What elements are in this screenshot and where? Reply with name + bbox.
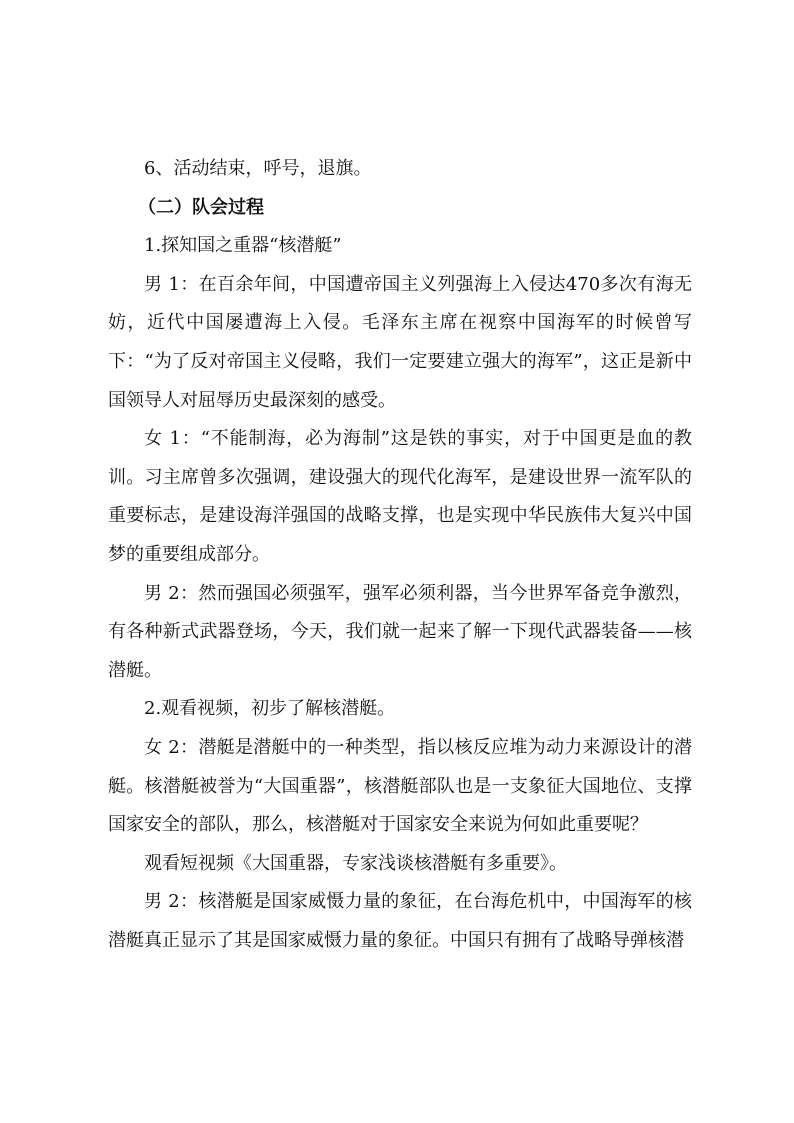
paragraph-male-2: 男 2：然而强国必须强军，强军必须利器，当今世界军备竞争激烈，有各种新式武器登场，今天，我们就一起来了解一下现代武器装备——核潜艇。 bbox=[108, 582, 692, 681]
activity-step-6: 6、活动结束，呼号，退旗。 bbox=[144, 158, 372, 179]
paragraph-male-1: 男 1：在百余年间，中国遭帝国主义列强海上入侵达470多次有海无妨，近代中国屡遭海上入侵。毛泽东主席在视察中国海军的时候曾写下：“为了反对帝国主义侵略，我们一定要建立强大的海军”，这正是新中国领导人对屈辱历史最深刻的感受。 bbox=[108, 273, 692, 411]
numbered-item-2: 2.观看视频，初步了解核潜艇。 bbox=[144, 698, 396, 720]
numbered-item-1: 1.探知国之重器“核潜艇” bbox=[144, 235, 342, 257]
paragraph-video: 观看短视频《大国重器，专家浅谈核潜艇有多重要》。 bbox=[144, 852, 567, 874]
paragraph-male-2-continued: 男 2：核潜艇是国家威慑力量的象征，在台海危机中，中国海军的核潜艇真正显示了其是国家威慑力量的象征。中国只有拥有了战略导弹核潜 bbox=[108, 891, 692, 951]
paragraph-female-2: 女 2：潜艇是潜艇中的一种类型，指以核反应堆为动力来源设计的潜艇。核潜艇被誉为“大国重器”，核潜艇部队也是一支象征大国地位、支撑国家安全的部队，那么，核潜艇对于国家安全来说为何如此重要呢？ bbox=[108, 736, 692, 836]
paragraph-female-1: 女 1：“不能制海，必为海制”这是铁的事实，对于中国更是血的教训。习主席曾多次强调，建设强大的现代化海军，是建设世界一流军队的重要标志，是建设海洋强国的战略支撑，也是实现中华民族伟大复兴中国梦的重要组成部分。 bbox=[108, 428, 692, 565]
section-heading: （二）队会过程 bbox=[138, 196, 264, 218]
document-body bbox=[108, 150, 692, 960]
